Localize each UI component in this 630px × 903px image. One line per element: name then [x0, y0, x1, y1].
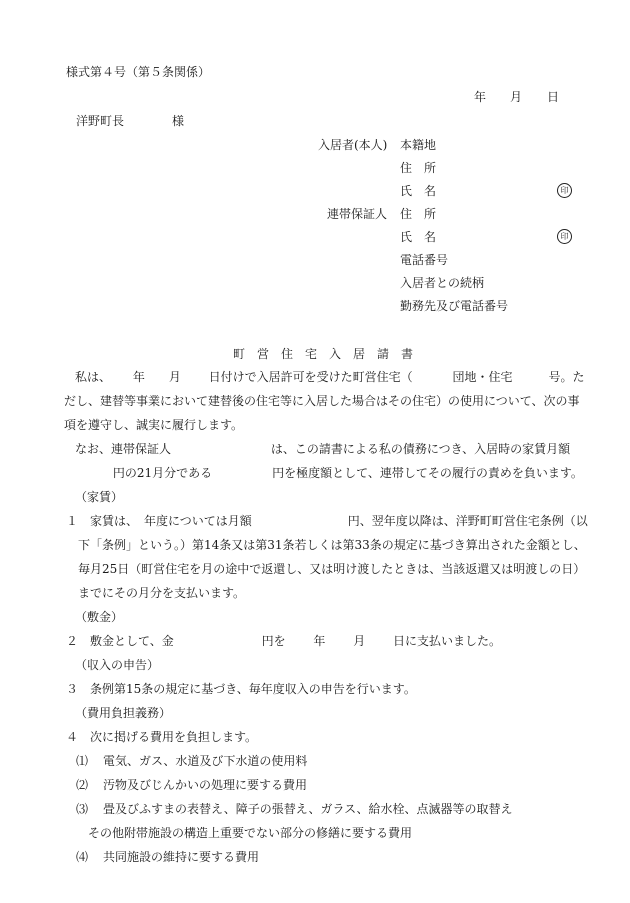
list-item-number: ⑴ — [76, 754, 89, 768]
section-line: 次に掲げる費用を負担します。 — [90, 730, 258, 744]
section-number: ２ — [66, 634, 79, 648]
date-year: 年 — [474, 90, 487, 104]
date-day: 日 — [547, 90, 560, 104]
section-line: 毎月25日（町営住宅を月の途中で返還し、又は明け渡したときは、当該返還又は明渡しの日） — [78, 562, 586, 576]
intro-line: だし、建替等事業において建替後の住宅等に入居した場合はその住宅）の使用について、次の事 — [64, 394, 580, 408]
section-heading: （家賃） — [75, 490, 124, 504]
tenant-label: 入居者(本人) — [318, 138, 388, 152]
section-line: 条例第15条の規定に基づき、毎年度収入の申告を行います。 — [90, 682, 416, 696]
intro-line: 項を遵守し、誠実に履行します。 — [64, 418, 244, 432]
intro-line: 円の21月分である 円を極度額として、連帯してその履行の責めを負います。 — [97, 466, 583, 480]
section-line: までにその月分を支払います。 — [78, 586, 246, 600]
section-line: 敷金として、金 円を 年 月 日に支払いました。 — [90, 634, 502, 648]
list-item-number: ⑵ — [76, 778, 89, 792]
guarantor-seal-mark: 印 — [557, 229, 572, 244]
intro-line: なお、連帯保証人 は、この請書による私の債務につき、入居時の家賃月額 — [75, 442, 571, 456]
list-item: 共同施設の維持に要する費用 — [103, 850, 260, 864]
list-item: 汚物及びじんかいの処理に要する費用 — [103, 778, 308, 792]
list-item-number: ⑷ — [76, 850, 89, 864]
section-number: ３ — [66, 682, 79, 696]
date-month: 月 — [510, 90, 523, 104]
tenant-seal-mark: 印 — [557, 183, 572, 198]
guarantor-phone-label: 電話番号 — [400, 253, 449, 267]
tenant-domicile-label: 本籍地 — [400, 138, 437, 152]
tenant-name-label: 氏 名 — [400, 184, 437, 198]
list-item: その他附帯施設の構造上重要でない部分の修繕に要する費用 — [88, 826, 413, 840]
section-heading: （費用負担義務） — [75, 706, 172, 720]
guarantor-relation-label: 入居者との続柄 — [400, 276, 485, 290]
guarantor-name-label: 氏 名 — [400, 230, 437, 244]
document-title: 町営住宅入居請書 — [233, 347, 426, 361]
section-heading: （敷金） — [75, 610, 124, 624]
tenant-address-label: 住 所 — [400, 161, 437, 175]
guarantor-address-label: 住 所 — [400, 207, 437, 221]
list-item: 電気、ガス、水道及び下水道の使用料 — [103, 754, 308, 768]
section-line: 家賃は、 年度については月額 円、翌年度以降は、洋野町町営住宅条例（以 — [90, 514, 588, 528]
addressee-name: 洋野町長 — [76, 114, 125, 128]
guarantor-workplace-label: 勤務先及び電話番号 — [400, 299, 509, 313]
section-number: １ — [66, 514, 79, 528]
addressee-honorific: 様 — [172, 114, 185, 128]
intro-line: 私は、 年 月 日付けで入居許可を受けた町営住宅（ 団地・住宅 号。た — [75, 370, 585, 384]
section-heading: （収入の申告） — [75, 658, 160, 672]
section-line: 下「条例」という。）第14条又は第31条若しくは第33条の規定に基づき算出された金額とし、 — [78, 538, 586, 552]
guarantor-label: 連帯保証人 — [327, 207, 388, 221]
list-item-number: ⑶ — [76, 802, 89, 816]
list-item: 畳及びふすまの表替え、障子の張替え、ガラス、給水栓、点滅器等の取替え — [103, 802, 513, 816]
section-number: ４ — [66, 730, 79, 744]
form-reference: 様式第４号（第５条関係） — [66, 65, 211, 79]
